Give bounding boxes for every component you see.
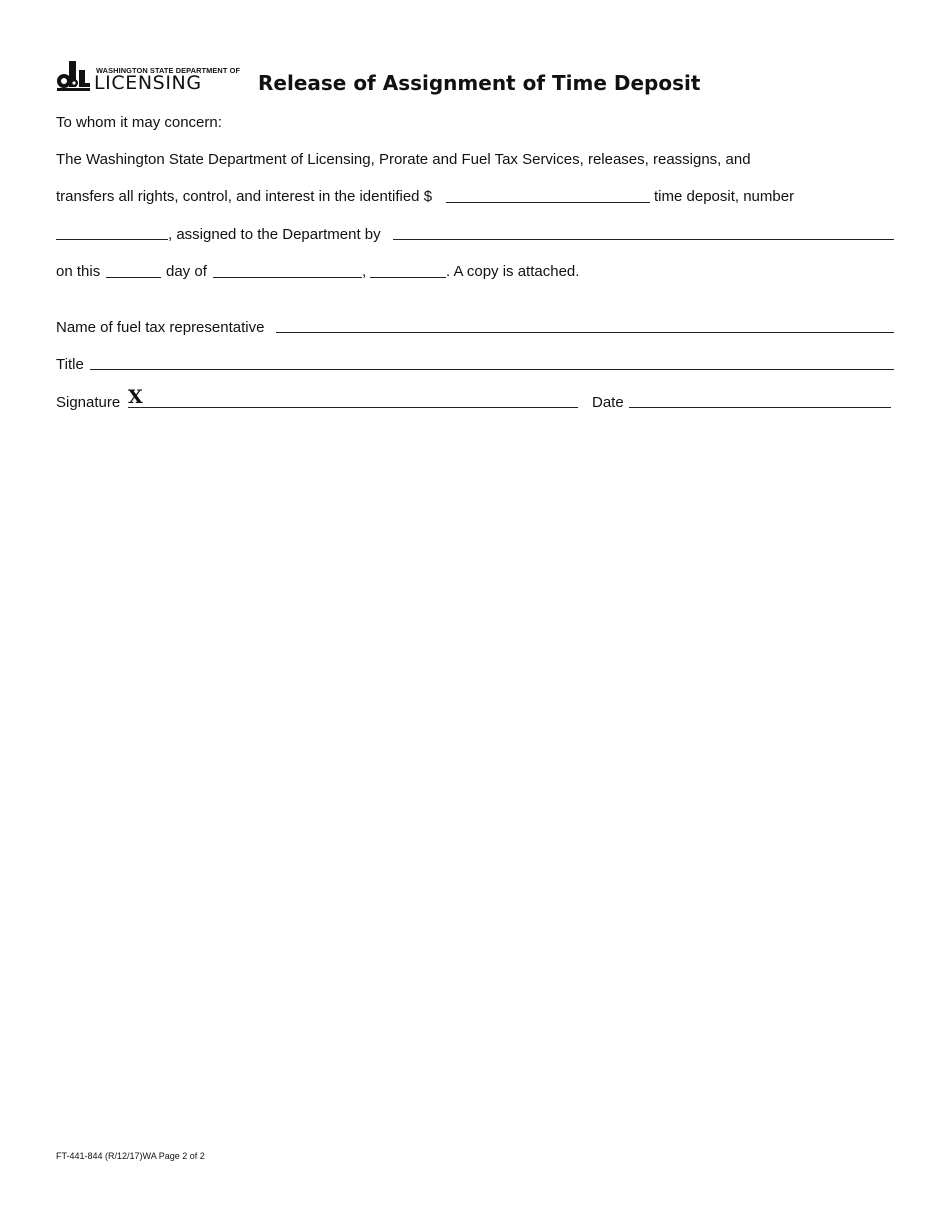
greeting-text: To whom it may concern:: [56, 114, 222, 131]
rep-name-label: Name of fuel tax representative: [56, 319, 265, 336]
time-deposit-label: time deposit, number: [654, 188, 795, 205]
form-id-footer: FT-441-844 (R/12/17)WA Page 2 of 2: [56, 1151, 205, 1161]
comma-separator: ,: [362, 263, 367, 280]
logo-agency-text: WASHINGTON STATE DEPARTMENT OF: [96, 66, 241, 75]
on-this-label: on this: [56, 263, 101, 280]
title-field[interactable]: [90, 369, 894, 370]
release-statement-line-2: transfers all rights, control, and interest in the identified $: [56, 188, 433, 205]
day-field[interactable]: [106, 277, 161, 278]
deposit-number-field[interactable]: [56, 239, 168, 240]
signature-label: Signature: [56, 394, 121, 411]
assigned-by-field[interactable]: [393, 239, 894, 240]
dol-logo: [56, 60, 241, 94]
dol-logo-mark-icon: [56, 61, 92, 93]
title-label: Title: [56, 356, 84, 373]
day-of-label: day of: [166, 263, 207, 280]
release-statement-line-1: The Washington State Department of Licensing, Prorate and Fuel Tax Services, releases, reassigns, and: [56, 151, 751, 168]
deposit-amount-field[interactable]: [446, 202, 650, 203]
page-title: Release of Assignment of Time Deposit: [258, 71, 701, 95]
rep-name-field[interactable]: [276, 332, 894, 333]
month-field[interactable]: [213, 277, 362, 278]
date-field[interactable]: [629, 407, 891, 408]
signature-field[interactable]: [128, 407, 578, 408]
copy-attached-text: . A copy is attached.: [446, 263, 580, 280]
date-label: Date: [592, 394, 624, 411]
signature-x-mark: X: [128, 386, 143, 408]
year-field[interactable]: [370, 277, 446, 278]
assigned-by-label: , assigned to the Department by: [168, 226, 381, 243]
logo-licensing-text: LICENSING: [94, 72, 202, 94]
